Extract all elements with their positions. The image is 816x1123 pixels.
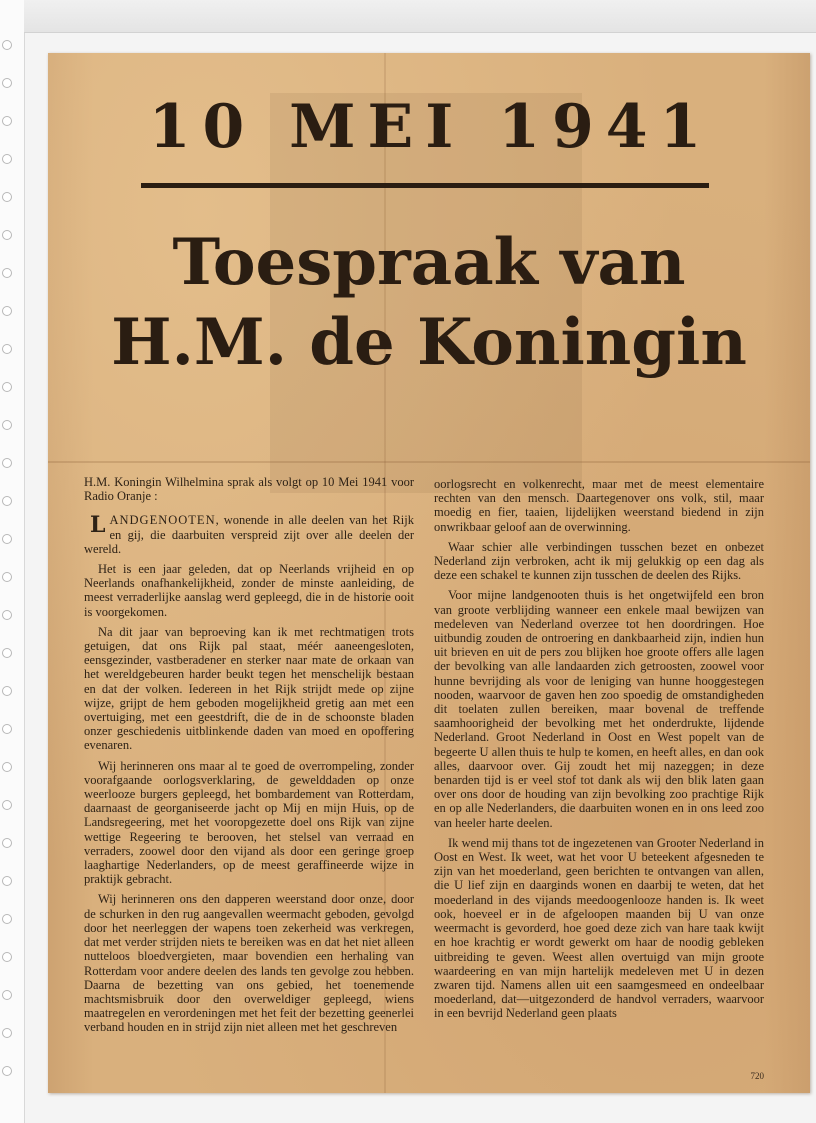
punch-hole [2,344,12,354]
opening-rest: , wonende in alle deelen van het Rijk en gij, die daarbuiten verspreid zijt over alle deelen der wereld. [84,513,414,556]
punch-hole [2,534,12,544]
punch-hole [2,876,12,886]
punch-hole [2,230,12,240]
intro-text: H.M. Koningin Wilhelmina sprak als volgt op 10 Mei 1941 voor Radio Oranje : [84,475,414,504]
binder-sleeve-edge [0,0,25,1123]
newspaper-sheet [48,53,810,1093]
punch-hole [2,382,12,392]
paragraph: Na dit jaar van beproeving kan ik met rechtmatigen trots getuigen, dat ons Rijk pal staat, méér aaneengesloten, eensgezinder, vastberadener en sterker naar mate de orkaan van het wereldgebeuren harder beukt tegen het menschelijk bestaan en dat der volken. Iedereen in het Rijk strijdt mede op zijne wijze, grijpt de hem geboden mogelijkheid gretig aan met een overtuiging, met een geestdrift, die de in de schoonste bladen onzer geschiedenis uitblinkende daden van moed en opoffering evenaren. [84,624,414,753]
paragraph: Ik wend mij thans tot de ingezetenen van Grooter Nederland in Oost en West. Ik weet, wat het voor U beteekent afgesneden te zijn van het moederland, geen berichten te ontvangen van allen, die U lief zijn en daarginds wonen en daarbij te weten, dat het moederland in des vijands meedoogenlooze handen is. Ik weet ook, hoeveel er in de afgeloopen maanden bij U van onze weermacht is gevorderd, hoe goed deze zich van hare taak kwijt en hoe krachtig er wordt gewerkt om haar de noodig gebleken uitbreiding te geven. Weest allen overtuigd van mijn groote waardeering en van mijn hartelijk medeleven met U in dezen zwaren tijd. Namens allen uit een saamgesmeed en ondeelbaar moederland, dat—uitgezonderd de handvol verraders, waarvoor in een bevrijd Nederland geen plaats [434,835,764,1021]
heading-rule [141,183,709,188]
date-heading: 10 MEI 1941 [148,92,714,162]
punch-hole [2,458,12,468]
punch-hole [2,1066,12,1076]
headline-line-1: Toespraak van [172,225,686,300]
punch-hole [2,496,12,506]
punch-hole [2,420,12,430]
punch-hole [2,154,12,164]
punch-hole [2,648,12,658]
punch-hole [2,78,12,88]
punch-hole [2,610,12,620]
punch-hole [2,762,12,772]
punch-hole [2,990,12,1000]
punch-hole [2,268,12,278]
paragraph: Wij herinneren ons den dapperen weerstand door onze, door de schurken in den rug aangevallen weermacht geboden, gevolgd door het neerleggen der wapens toen zekerheid was verkregen, dat met verder strijden niets te bereiken was en dat het niet alleen nutteloos bloedvergieten, maar bovendien een herhaling van Rotterdam voor andere deelen des lands ten gevolge zou hebben. Daarna de bezetting van ons gebied, het toenemende machtsmisbruik door den overweldiger gepleegd, wiens maatregelen en verordeningen met het feit der bezetting geenerlei verband houden en in strijd zijn niet alleen met het geschreven [84,892,414,1035]
paragraph: Het is een jaar geleden, dat op Neerlands vrijheid en op Neerlands onafhankelijkheid, zonder de minste aanleiding, de meest verraderlijke aanslag werd gepleegd, die in de historie ooit is voorgekomen. [84,562,414,619]
paragraph: Voor mijne landgenooten thuis is het ongetwijfeld een bron van groote verblijding wanneer een enkele maal bewijzen van medeleven van Nederland overzee tot hen doordringen. Hoe uitbundig zouden de ontroering en dankbaarheid zijn, indien hun uit brieven en uit de pers zou blijken hoe groote offers alle lagen der bevolking van alle landaarden zich getroosten, zoowel voor hunne bevrijding als voor de leniging van hunne hooggestegen nooden, waarvoor de gaven hen zoo spoedig de omstandigheden dit toelaten zullen bereiken, maar bovenal de treffende saamhoorigheid der bevolking met het onderdrukte, lijdende Nederland. Groot Nederland in Oost en West popelt van de begeerte U allen thuis te hulp te komen, en heeft alles, en dan ook alles, daarvoor over. Gij zoudt het mij nazeggen; in deze benarden tijd is er veel stof tot dank als wij den blik laten gaan over ons door de houding van zijn bevolking zoo prachtige Rijk en op alle Nederlanders, die daarbuiten wonen en in ons leed zoo van heeler harte deelen. [434,588,764,830]
paragraph: Wij herinneren ons maar al te goed de overrompeling, zonder voorafgaande oorlogsverklaring, de gewelddaden op onze weerlooze burgers gepleegd, het bombardement van Rotterdam, daarnaast de georganiseerde jacht op Mij en mijn Huis, op de Landsregeering, met het vooropgezette doel ons Rijk van zijne wettige Regeering te berooven, het stelsel van verraad en verraders, zoowel door den vijand als door een geringe groep laaghartige Nederlanders, op de meest geraffineerde wijze in praktijk gebracht. [84,758,414,887]
headline [68,223,790,383]
article-column-right [434,477,764,1027]
fold-line-horizontal [48,461,810,463]
punch-hole [2,914,12,924]
punch-hole [2,306,12,316]
punch-hole [2,724,12,734]
paragraph: oorlogsrecht en volkenrecht, maar met de meest elementaire rechten van den mensch. Daartegenover ons volk, stil, maar moedig en fier, taaien, lijdelijken weerstand biedend in zijn onwrikbaar geloof aan de overwinning. [434,477,764,534]
punch-hole [2,1028,12,1038]
punch-hole [2,116,12,126]
headline-line-2: H.M. de Koningin [111,305,747,380]
punch-hole [2,40,12,50]
paragraph: Waar schier alle verbindingen tusschen bezet en onbezet Nederland zijn verbroken, acht ik mij gelukkig op een dag als deze een schakel te kunnen zijn tusschen de deelen des Rijks. [434,539,764,583]
punch-hole [2,192,12,202]
article-column-left [84,475,414,1041]
punch-hole [2,572,12,582]
drop-cap: L [90,512,106,539]
sleeve-top-edge [24,0,816,33]
punch-hole [2,686,12,696]
punch-hole [2,800,12,810]
page-number: 720 [750,1071,764,1081]
opening-word: ANDGENOOTEN [109,513,216,528]
opening-paragraph [84,513,414,556]
punch-hole [2,952,12,962]
punch-hole [2,838,12,848]
